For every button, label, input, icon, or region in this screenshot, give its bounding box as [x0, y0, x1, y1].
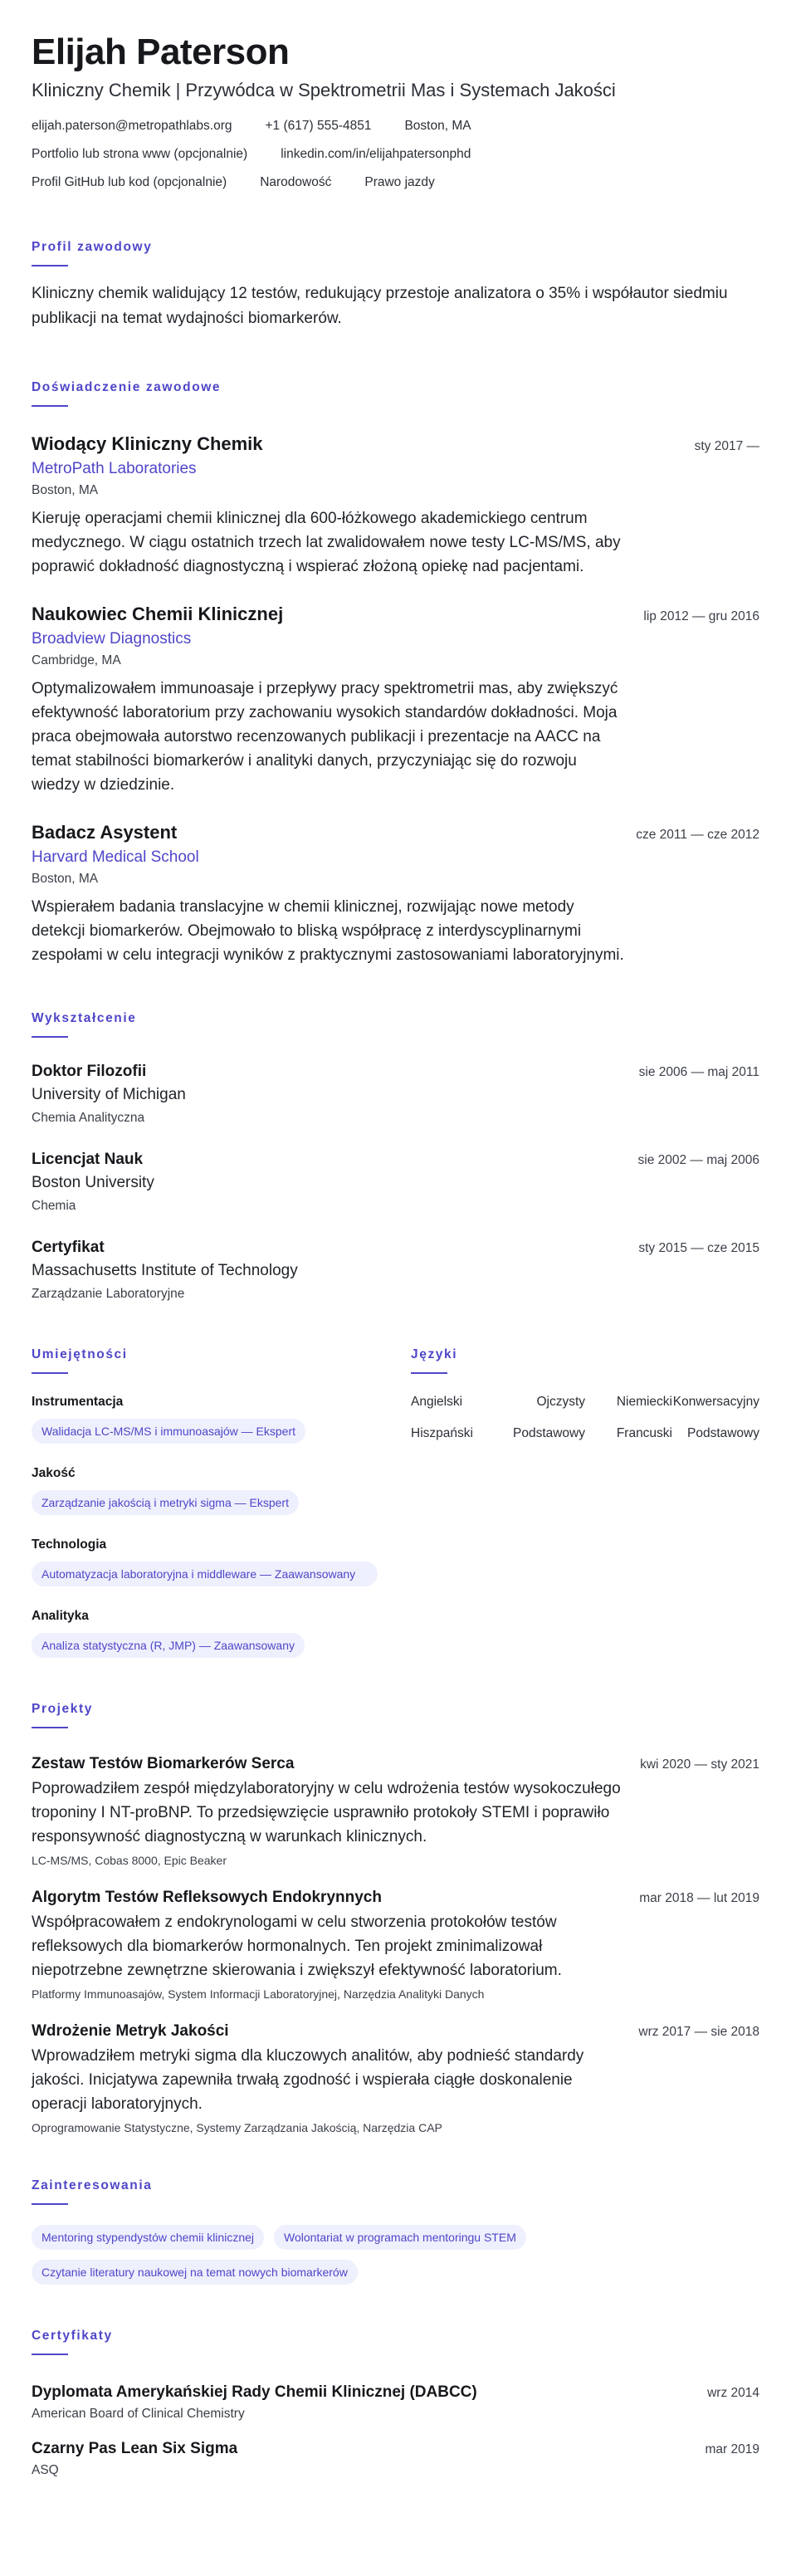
skills-section	[32, 1347, 378, 1658]
education-school: University of Michigan	[32, 1086, 186, 1103]
certificates-section	[32, 2328, 759, 2480]
contact-location: Boston, MA	[404, 119, 471, 133]
education-degree: Licencjat Nauk	[32, 1151, 144, 1168]
certificate-title: Dyplomata Amerykańskiej Rady Chemii Klinicznej (DABCC)	[32, 2383, 477, 2401]
project-description: Współpracowałem z endokrynologami w celu stworzenia protokołów testów refleksowych dla biomarkerów hormonalnych. Ten projekt zminimalizował niepotrzebne zewnętrzne skierowania i zwiększył efektywność laboratorium.	[32, 1914, 562, 1979]
contact-row-3	[32, 174, 759, 191]
section-heading: Wykształcenie	[32, 1011, 137, 1025]
skill-group	[32, 1608, 378, 1658]
job-company: Broadview Diagnostics	[32, 630, 192, 648]
job-date: cze 2011 — cze 2012	[636, 828, 759, 842]
job-date: sty 2017 —	[694, 439, 759, 453]
interests-list	[32, 2225, 629, 2295]
skill-group	[32, 1394, 378, 1444]
contact-row-1	[32, 118, 759, 134]
skill-pill: Walidacja LC-MS/MS i immunoasajów — Ekspert	[32, 1419, 305, 1444]
section-divider	[32, 405, 68, 407]
language-level: Ojczysty	[536, 1395, 585, 1409]
section-divider	[32, 2354, 68, 2355]
project-date: mar 2018 — lut 2019	[639, 1891, 759, 1905]
project-entry	[32, 1887, 759, 2002]
section-heading: Języki	[411, 1347, 458, 1361]
job-location: Cambridge, MA	[32, 653, 121, 667]
project-title: Zestaw Testów Biomarkerów Serca	[32, 1755, 295, 1772]
project-date: kwi 2020 — sty 2021	[640, 1757, 759, 1772]
job-entry	[32, 432, 759, 579]
certificate-date: wrz 2014	[707, 2386, 759, 2400]
language-row	[411, 1394, 759, 1410]
education-entry	[32, 1237, 759, 1303]
job-title: Naukowiec Chemii Klinicznej	[32, 604, 284, 624]
language-name: Angielski	[411, 1395, 463, 1409]
projects-section	[32, 1701, 759, 2136]
skill-category: Jakość	[32, 1466, 76, 1480]
contact-linkedin[interactable]: linkedin.com/in/elijahpatersonphd	[281, 147, 471, 161]
certificate-issuer: ASQ	[32, 2463, 59, 2477]
language-level: Podstawowy	[686, 1426, 759, 1440]
section-heading: Profil zawodowy	[32, 240, 153, 254]
project-date: wrz 2017 — sie 2018	[638, 2025, 759, 2039]
contact-email[interactable]: elijah.paterson@metropathlabs.org	[32, 119, 232, 133]
education-entry	[32, 1061, 759, 1127]
project-description: Wprowadziłem metryki sigma dla kluczowych analitów, aby podnieść standardy jakości. Inicjatywa zapewniła trwałą zgodność i wspierała ciągłe doskonalenie operacji laboratoryjnych.	[32, 2047, 584, 2113]
certificate-entry	[32, 2438, 759, 2480]
skill-pill: Zarządzanie jakością i metryki sigma — Ekspert	[32, 1490, 299, 1515]
languages-section	[411, 1347, 759, 1658]
education-degree: Doktor Filozofii	[32, 1063, 147, 1080]
contact-driving-license: Prawo jazdy	[364, 175, 435, 189]
interest-pill: Czytanie literatury naukowej na temat nowych biomarkerów	[32, 2260, 358, 2285]
language-name: Francuski	[616, 1426, 672, 1440]
skill-group	[32, 1537, 378, 1586]
skill-group	[32, 1465, 378, 1515]
language-row	[411, 1425, 759, 1442]
language-level: Konwersacyjny	[672, 1395, 759, 1409]
project-description: Poprowadziłem zespół międzylaboratoryjny w celu wdrożenia testów wysokoczułego troponiny I NT-proBNP. To przedsięwzięcie usprawniło protokoły STEMI i poprawiło responsywność diagnostyczną w warunkach klinicznych.	[32, 1780, 621, 1845]
job-title: Wiodący Kliniczny Chemik	[32, 433, 263, 454]
job-date: lip 2012 — gru 2016	[643, 609, 759, 623]
interest-pill: Mentoring stypendystów chemii klinicznej	[32, 2225, 264, 2250]
project-entry	[32, 2021, 759, 2136]
section-divider	[32, 265, 68, 266]
section-divider	[32, 1036, 68, 1038]
project-tech: Platformy Immunoasajów, System Informacji Laboratoryjnej, Narzędzia Analityki Danych	[32, 1987, 485, 2001]
interest-pill: Wolontariat w programach mentoringu STEM	[274, 2225, 526, 2250]
contact-nationality: Narodowość	[260, 175, 332, 189]
project-title: Wdrożenie Metryk Jakości	[32, 2022, 229, 2040]
language-level: Podstawowy	[512, 1426, 585, 1440]
certificate-issuer: American Board of Clinical Chemistry	[32, 2407, 245, 2421]
education-school: Boston University	[32, 1174, 154, 1191]
education-date: sie 2006 — maj 2011	[638, 1065, 759, 1079]
job-description: Kieruję operacjami chemii klinicznej dla 600-łóżkowego akademickiego centrum medycznego. W ciągu ostatnich trzech lat zwalidowałem nowe testy LC-MS/MS, aby poprawić dokładność diagnostyczną i wspierać złożoną opiekę nad pacjentami.	[32, 510, 621, 575]
job-location: Boston, MA	[32, 872, 99, 886]
contact-phone[interactable]: +1 (617) 555-4851	[265, 119, 372, 133]
project-tech: LC-MS/MS, Cobas 8000, Epic Beaker	[32, 1854, 227, 1867]
education-entry	[32, 1149, 759, 1215]
skill-pill: Automatyzacja laboratoryjna i middleware — Zaawansowany	[32, 1562, 378, 1586]
candidate-name: Elijah Paterson	[32, 32, 290, 72]
resume-header	[32, 32, 759, 191]
project-title: Algorytm Testów Refleksowych Endokrynnych	[32, 1889, 382, 1906]
experience-section	[32, 379, 759, 967]
skill-pill: Analiza statystyczna (R, JMP) — Zaawansowany	[32, 1633, 305, 1658]
section-divider	[411, 1372, 447, 1374]
education-field: Chemia Analityczna	[32, 1111, 145, 1125]
interests-section	[32, 2178, 759, 2295]
language-name: Niemiecki	[616, 1395, 672, 1409]
certificate-date: mar 2019	[705, 2442, 759, 2456]
job-description: Wspierałem badania translacyjne w chemii klinicznej, rozwijając nowe metody detekcji biomarkerów. Obejmowało to bliską współpracę z interdyscyplinarnymi zespołami w celu integracji wyników z praktycznymi zastosowaniami laboratoryjnymi.	[32, 898, 624, 964]
contact-portfolio[interactable]: Portfolio lub strona www (opcjonalnie)	[32, 147, 248, 161]
education-date: sie 2002 — maj 2006	[637, 1153, 759, 1167]
certificate-title: Czarny Pas Lean Six Sigma	[32, 2440, 238, 2457]
skills-languages-row	[32, 1347, 759, 1658]
section-divider	[32, 1727, 68, 1728]
education-date: sty 2015 — cze 2015	[638, 1241, 759, 1255]
section-divider	[32, 1372, 68, 1374]
section-heading: Zainteresowania	[32, 2178, 153, 2192]
section-heading: Umiejętności	[32, 1347, 128, 1361]
project-entry	[32, 1753, 759, 1869]
job-location: Boston, MA	[32, 483, 99, 497]
profile-summary: Kliniczny chemik walidujący 12 testów, redukujący przestoje analizatora o 35% i współautor siedmiu publikacji na temat wydajności biomarkerów.	[32, 285, 728, 327]
education-field: Zarządzanie Laboratoryjne	[32, 1287, 185, 1301]
certificate-entry	[32, 2382, 759, 2423]
candidate-title: Kliniczny Chemik | Przywódca w Spektrometrii Mas i Systemach Jakości	[32, 80, 616, 100]
job-entry	[32, 602, 759, 797]
section-heading: Doświadczenie zawodowe	[32, 380, 222, 394]
language-name: Hiszpański	[411, 1426, 473, 1440]
job-company: Harvard Medical School	[32, 848, 199, 866]
skill-category: Instrumentacja	[32, 1395, 124, 1409]
skill-category: Technologia	[32, 1537, 107, 1552]
education-field: Chemia	[32, 1199, 76, 1213]
section-heading: Projekty	[32, 1702, 93, 1716]
project-tech: Oprogramowanie Statystyczne, Systemy Zarządzania Jakością, Narzędzia CAP	[32, 2121, 442, 2134]
job-description: Optymalizowałem immunoasaje i przepływy pracy spektrometrii mas, aby zwiększyć efektywność laboratorium przy zachowaniu wysokich standardów dokładności. Moja praca obejmowała autorstwo recenzowanych publikacji i prezentacje na AACC na temat stabilności biomarkerów i analityki danych, przyczyniając się do rozwoju wiedzy w dziedzinie.	[32, 680, 618, 794]
job-company: MetroPath Laboratories	[32, 460, 197, 477]
job-title: Badacz Asystent	[32, 822, 178, 843]
contact-github[interactable]: Profil GitHub lub kod (opcjonalnie)	[32, 175, 227, 189]
education-degree: Certyfikat	[32, 1239, 105, 1256]
job-entry	[32, 820, 759, 967]
section-heading: Certyfikaty	[32, 2329, 113, 2343]
languages-table	[411, 1394, 759, 1442]
contact-row-2	[32, 146, 759, 163]
skill-category: Analityka	[32, 1609, 89, 1623]
profile-section	[32, 239, 759, 331]
section-divider	[32, 2203, 68, 2205]
education-section	[32, 1010, 759, 1303]
education-school: Massachusetts Institute of Technology	[32, 1262, 298, 1279]
